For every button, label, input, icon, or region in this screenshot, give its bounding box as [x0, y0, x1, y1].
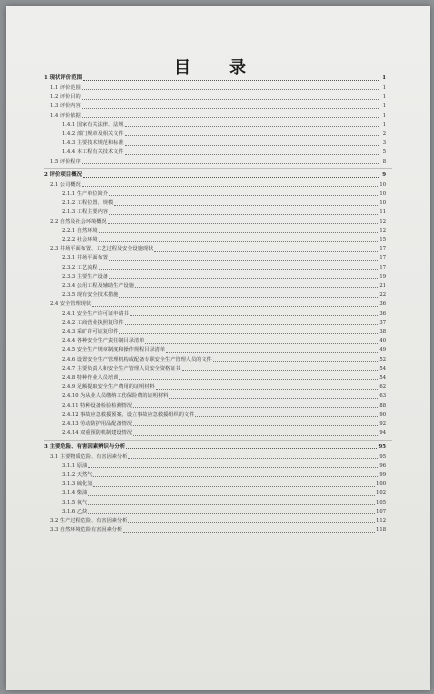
- toc-entry-page-number: 21: [379, 283, 386, 290]
- toc-entry-page-number: 37: [379, 319, 386, 326]
- toc-entry-page-number: 17: [379, 255, 386, 262]
- toc-entry[interactable]: [62, 392, 386, 400]
- toc-entry-label: 1.5 评价程序: [50, 158, 81, 165]
- toc-entry-page-number: 10: [379, 191, 386, 198]
- toc-leader-dots: [99, 232, 379, 233]
- toc-entry-label: 3.3 自然环境危险有害因素分析: [50, 527, 123, 534]
- section-divider: [44, 168, 392, 169]
- toc-entry-label: 2.4.11 特种设备检验检测情况: [62, 402, 133, 409]
- toc-entry-page-number: 62: [379, 384, 386, 391]
- toc-entry-page-number: 54: [379, 365, 386, 372]
- toc-leader-dots: [154, 251, 378, 252]
- toc-entry-label: 2.4.13 劳动防护用品配备情况: [62, 421, 133, 428]
- toc-leader-dots: [82, 186, 379, 187]
- toc-entry-label: 1.4.3 主要技术规范和标准: [62, 140, 124, 147]
- toc-entry-label: 3.2 生产过程危险、有害因素分析: [50, 517, 128, 524]
- toc-entry[interactable]: [62, 420, 386, 428]
- toc-entry-label: 2.4 安全管理现状: [50, 301, 92, 308]
- toc-entry-page-number: 100: [376, 481, 386, 488]
- toc-leader-dots: [145, 343, 378, 344]
- toc-entry[interactable]: [62, 355, 386, 363]
- toc-entry-label: 2.3.4 公用工程及辅助生产设施: [62, 283, 134, 290]
- toc-leader-dots: [99, 269, 379, 270]
- toc-entry-page-number: 38: [379, 329, 386, 336]
- toc-leader-dots: [114, 205, 378, 206]
- toc-entry-page-number: 63: [379, 393, 386, 400]
- toc-entry[interactable]: [62, 328, 386, 336]
- toc-entry[interactable]: [50, 217, 386, 225]
- toc-leader-dots: [119, 297, 378, 298]
- toc-entry[interactable]: [62, 282, 386, 290]
- toc-leader-dots: [156, 389, 379, 390]
- toc-entry[interactable]: [50, 111, 386, 119]
- toc-entry-label: 1.2 评价目的: [50, 94, 81, 101]
- toc-leader-dots: [109, 195, 378, 196]
- toc-leader-dots: [82, 89, 379, 90]
- toc-entry-label: 2.4.14 双重预防机制建设情况: [62, 430, 133, 437]
- toc-leader-dots: [135, 287, 378, 288]
- toc-entry[interactable]: [62, 263, 386, 271]
- toc-entry-page-number: 8: [382, 158, 386, 165]
- toc-leader-dots: [169, 398, 378, 399]
- toc-entry[interactable]: [50, 300, 386, 308]
- toc-entry[interactable]: [44, 74, 386, 82]
- page-title: 目 录: [174, 58, 262, 78]
- toc-entry-page-number: 19: [379, 273, 386, 280]
- toc-leader-dots: [125, 135, 379, 136]
- toc-entry-label: 2.3.5 现有安全技术措施: [62, 292, 119, 299]
- toc-entry-label: 2.4.10 为从业人员缴纳工伤保险费的证明材料: [62, 393, 169, 400]
- toc-entry-page-number: 96: [379, 462, 386, 469]
- toc-entry[interactable]: [62, 365, 386, 373]
- toc-entry-page-number: 12: [379, 227, 386, 234]
- toc-entry[interactable]: [50, 452, 386, 460]
- toc-entry[interactable]: [62, 273, 386, 281]
- toc-entry-label: 3.1 主要物质危险、有害因素分析: [50, 453, 128, 460]
- toc-leader-dots: [125, 145, 379, 146]
- toc-leader-dots: [109, 278, 378, 279]
- toc-entry-label: 2.4.7 主要负责人和安全生产管理人员安全资格证书: [62, 365, 181, 372]
- toc-entry-label: 1.1 评价范围: [50, 84, 81, 91]
- toc-entry-label: 2.4.4 各种安全生产责任制目录清单: [62, 338, 145, 345]
- toc-entry-label: 3.1.3 硫化氢: [62, 481, 93, 488]
- toc-entry[interactable]: [62, 489, 386, 497]
- toc-entry[interactable]: [50, 245, 386, 253]
- toc-entry-label: 3.1.2 天然气: [62, 471, 93, 478]
- toc-entry-label: 1.4 评价依据: [50, 112, 81, 119]
- toc-entry-label: 2.1.2 工程位置、规模: [62, 200, 114, 207]
- toc-leader-dots: [83, 177, 379, 178]
- toc-entry[interactable]: [50, 93, 386, 101]
- toc-leader-dots: [88, 513, 375, 514]
- toc-entry-label: 2.4.8 特种作业人员培训: [62, 375, 119, 382]
- toc-entry-page-number: 1: [382, 75, 386, 82]
- toc-entry[interactable]: [62, 227, 386, 235]
- toc-entry[interactable]: [62, 337, 386, 345]
- toc-leader-dots: [128, 458, 378, 459]
- toc-leader-dots: [93, 486, 375, 487]
- toc-leader-dots: [92, 306, 378, 307]
- section-divider: [44, 440, 392, 441]
- toc-entry-page-number: 49: [379, 347, 386, 354]
- toc-leader-dots: [99, 241, 379, 242]
- toc-entry-page-number: 5: [382, 149, 386, 156]
- toc-leader-dots: [119, 379, 378, 380]
- toc-leader-dots: [213, 361, 379, 362]
- toc-entry-label: 2.1 公司概况: [50, 181, 81, 188]
- toc-entry-label: 2 评价项目概况: [44, 172, 82, 179]
- toc-entry-page-number: 36: [379, 310, 386, 317]
- toc-entry-page-number: 1: [382, 121, 386, 128]
- toc-entry[interactable]: [62, 190, 386, 198]
- toc-leader-dots: [88, 504, 375, 505]
- toc-entry-page-number: 36: [379, 301, 386, 308]
- toc-entry-label: 3 主要危险、有害因素辨识与分析: [44, 443, 126, 450]
- toc-leader-dots: [133, 435, 378, 436]
- toc-leader-dots: [166, 352, 378, 353]
- toc-entry-page-number: 112: [376, 517, 386, 524]
- toc-entry-page-number: 10: [379, 200, 386, 207]
- toc-entry-label: 1 现状评价范围: [44, 75, 82, 82]
- toc-entry-label: 1.3 评价内容: [50, 103, 81, 110]
- toc-entry[interactable]: [62, 346, 386, 354]
- toc-leader-dots: [195, 416, 378, 417]
- toc-entry-page-number: 9: [382, 172, 386, 179]
- toc-leader-dots: [133, 425, 378, 426]
- toc-leader-dots: [82, 163, 379, 164]
- toc-entry-page-number: 1: [382, 84, 386, 91]
- toc-entry-page-number: 88: [379, 402, 386, 409]
- toc-entry-page-number: 40: [379, 338, 386, 345]
- toc-entry-page-number: 94: [379, 430, 386, 437]
- toc-leader-dots: [83, 80, 379, 81]
- toc-leader-dots: [82, 99, 379, 100]
- toc-entry[interactable]: [44, 171, 386, 179]
- toc-leader-dots: [182, 370, 379, 371]
- toc-leader-dots: [82, 108, 379, 109]
- toc-leader-dots: [82, 117, 379, 118]
- toc-entry[interactable]: [50, 84, 386, 92]
- toc-entry-label: 3.1.5 氧气: [62, 499, 88, 506]
- toc-leader-dots: [130, 315, 379, 316]
- toc-entry-page-number: 17: [379, 246, 386, 253]
- toc-leader-dots: [108, 223, 379, 224]
- toc-entry[interactable]: [50, 517, 386, 525]
- toc-entry-page-number: 99: [379, 471, 386, 478]
- toc-entry[interactable]: [62, 319, 386, 327]
- toc-entry-page-number: 2: [382, 130, 386, 137]
- toc-entry[interactable]: [50, 526, 386, 534]
- toc-entry-page-number: 1: [382, 112, 386, 119]
- toc-entry-label: 2.3.2 工艺流程: [62, 264, 98, 271]
- toc-leader-dots: [133, 407, 378, 408]
- toc-entry[interactable]: [62, 461, 386, 469]
- toc-entry-page-number: 92: [379, 421, 386, 428]
- toc-entry-page-number: 105: [376, 499, 386, 506]
- toc-entry-page-number: 15: [379, 237, 386, 244]
- toc-entry-page-number: 22: [379, 292, 386, 299]
- toc-entry-label: 3.1.1 原油: [62, 462, 88, 469]
- toc-leader-dots: [119, 333, 378, 334]
- toc-entry-label: 2.4.1 安全生产许可证申请书: [62, 310, 129, 317]
- toc-entry[interactable]: [62, 148, 386, 156]
- toc-entry-page-number: 11: [379, 209, 386, 216]
- toc-leader-dots: [125, 126, 379, 127]
- toc-entry-page-number: 12: [379, 218, 386, 225]
- toc-leader-dots: [88, 467, 378, 468]
- document-page: [6, 6, 430, 690]
- toc-entry[interactable]: [62, 130, 386, 138]
- toc-entry-label: 2.1.1 生产单位简介: [62, 191, 108, 198]
- toc-entry-label: 1.4.2 部门规章及相关文件: [62, 130, 124, 137]
- toc-entry-page-number: 3: [382, 140, 386, 147]
- toc-entry[interactable]: [62, 236, 386, 244]
- toc-entry-label: 2.3.3 主要生产设备: [62, 273, 108, 280]
- toc-entry[interactable]: [62, 199, 386, 207]
- toc-entry[interactable]: [62, 498, 386, 506]
- toc-leader-dots: [109, 260, 378, 261]
- toc-entry-label: 2.4.2 工商营业执照复印件: [62, 319, 124, 326]
- toc-entry-page-number: 10: [379, 181, 386, 188]
- toc-entry-page-number: 1: [382, 103, 386, 110]
- toc-entry-page-number: 95: [379, 453, 386, 460]
- toc-leader-dots: [88, 495, 375, 496]
- toc-entry[interactable]: [50, 157, 386, 165]
- toc-entry[interactable]: [62, 411, 386, 419]
- toc-entry-label: 2.2 自然及社会环境概况: [50, 218, 107, 225]
- toc-entry-label: 2.3 井场平面布置、工艺过程及安全设施现状: [50, 246, 154, 253]
- toc-entry-page-number: 17: [379, 264, 386, 271]
- toc-entry[interactable]: [62, 383, 386, 391]
- toc-entry-page-number: 95: [378, 443, 386, 450]
- toc-entry[interactable]: [62, 480, 386, 488]
- toc-entry-label: 2.4.12 事故应急救援预案、设立事故应急救援组织的文件: [62, 411, 195, 418]
- toc-leader-dots: [125, 324, 379, 325]
- toc-entry[interactable]: [62, 507, 386, 515]
- toc-entry[interactable]: [62, 208, 386, 216]
- toc-entry-page-number: 54: [379, 375, 386, 382]
- toc-leader-dots: [126, 448, 377, 449]
- toc-entry[interactable]: [62, 291, 386, 299]
- toc-entry[interactable]: [62, 120, 386, 128]
- toc-entry[interactable]: [62, 471, 386, 479]
- toc-entry-page-number: 107: [376, 508, 386, 515]
- toc-entry-label: 1.4.4 本工程有关技术文件: [62, 149, 124, 156]
- toc-entry[interactable]: [62, 254, 386, 262]
- toc-leader-dots: [123, 532, 375, 533]
- toc-entry-label: 2.2.2 社会环境: [62, 237, 98, 244]
- toc-entry-label: 2.1.3 工程主要内容: [62, 209, 108, 216]
- toc-entry-label: 2.4.3 采矿许可证复印件: [62, 329, 119, 336]
- toc-entry-label: 3.1.4 柴油: [62, 490, 88, 497]
- toc-leader-dots: [125, 154, 379, 155]
- toc-entry-label: 2.4.5 安全生产规章制度和操作规程目录清单: [62, 347, 166, 354]
- toc-entry-page-number: 52: [379, 356, 386, 363]
- toc-entry-page-number: 118: [376, 527, 386, 534]
- toc-leader-dots: [93, 476, 378, 477]
- toc-entry[interactable]: [50, 181, 386, 189]
- toc-entry[interactable]: [62, 309, 386, 317]
- toc-entry-label: 2.4.6 设置安全生产管理机构或配备专职安全生产管理人员的文件: [62, 356, 212, 363]
- toc-entry-label: 1.4.1 国家有关法律、法规: [62, 121, 124, 128]
- toc-entry-page-number: 90: [379, 411, 386, 418]
- toc-entry-label: 2.2.1 自然环境: [62, 227, 98, 234]
- toc-entry[interactable]: [50, 102, 386, 110]
- toc-entry-label: 3.1.6 乙炔: [62, 508, 88, 515]
- toc-entry-page-number: 102: [376, 490, 386, 497]
- toc-entry[interactable]: [44, 443, 386, 451]
- toc-entry[interactable]: [62, 429, 386, 437]
- toc-entry-label: 2.4.9 足额提取安全生产费用的证明材料: [62, 384, 155, 391]
- toc-entry[interactable]: [62, 139, 386, 147]
- toc-entry[interactable]: [62, 401, 386, 409]
- toc-leader-dots: [109, 214, 378, 215]
- toc-leader-dots: [128, 522, 375, 523]
- toc-entry[interactable]: [62, 374, 386, 382]
- toc-entry-page-number: 1: [382, 94, 386, 101]
- toc-entry-label: 2.3.1 井场平面布置: [62, 255, 108, 262]
